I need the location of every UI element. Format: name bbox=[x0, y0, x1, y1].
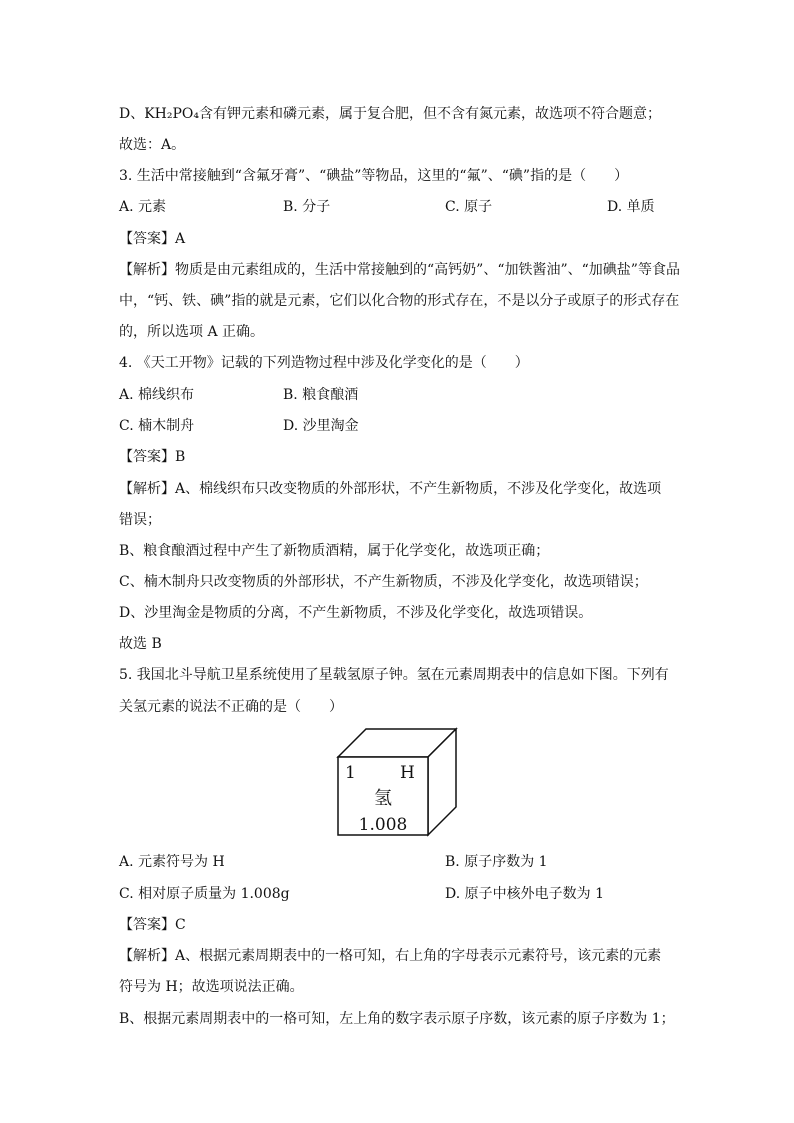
q4-analysis-line: 【解析】A、棉线织布只改变物质的外部形状，不产生新物质，不涉及化学变化，故选项 bbox=[119, 481, 662, 497]
q5-option-a: A. 元素符号为 H bbox=[119, 854, 225, 870]
q4-answer: 【答案】B bbox=[119, 449, 186, 465]
q4-analysis-line: D、沙里淘金是物质的分离，不产生新物质，不涉及化学变化，故选项错误。 bbox=[119, 605, 593, 621]
element-cube-figure bbox=[336, 727, 460, 837]
q3-option-d: D. 单质 bbox=[607, 199, 655, 215]
q2-choice-conclusion: 故选：A。 bbox=[119, 137, 186, 153]
q3-option-c: C. 原子 bbox=[445, 199, 493, 215]
q5-analysis-line: 【解析】A、根据元素周期表中的一格可知，右上角的字母表示元素符号，该元素的元素 bbox=[119, 948, 662, 964]
q5-analysis-line: 符号为 H；故选项说法正确。 bbox=[119, 979, 304, 995]
q4-option-c: C. 楠木制舟 bbox=[119, 418, 195, 434]
q2-option-d-analysis: D、KH₂PO₄含有钾元素和磷元素，属于复合肥，但不含有氮元素，故选项不符合题意； bbox=[119, 106, 662, 122]
q4-analysis-line: 故选 B bbox=[119, 636, 162, 652]
element-name: 氢 bbox=[374, 788, 392, 809]
element-atomic-mass: 1.008 bbox=[358, 815, 408, 835]
q3-analysis-line: 的，所以选项 A 正确。 bbox=[119, 324, 265, 340]
q5-option-c: C. 相对原子质量为 1.008g bbox=[119, 886, 290, 902]
q4-option-d: D. 沙里淘金 bbox=[283, 418, 359, 434]
q5-stem-line: 5. 我国北斗导航卫星系统使用了星载氢原子钟。氢在元素周期表中的信息如下图。下列有 bbox=[119, 667, 669, 683]
q4-analysis-line: B、粮食酿酒过程中产生了新物质酒精，属于化学变化，故选项正确； bbox=[119, 543, 550, 559]
q3-option-b: B. 分子 bbox=[283, 199, 331, 215]
element-symbol: H bbox=[400, 763, 415, 783]
q3-answer: 【答案】A bbox=[119, 231, 186, 247]
q5-analysis-line: B、根据元素周期表中的一格可知，左上角的数字表示原子序数，该元素的原子序数为 1； bbox=[119, 1011, 675, 1027]
element-atomic-number: 1 bbox=[345, 763, 356, 783]
q4-analysis-line: 错误； bbox=[119, 512, 161, 528]
q4-option-a: A. 棉线织布 bbox=[119, 387, 195, 403]
q4-stem: 4. 《天工开物》记载的下列造物过程中涉及化学变化的是（ ） bbox=[119, 355, 529, 371]
q3-analysis-line: 中，“钙、铁、碘”指的就是元素，它们以化合物的形式存在，不是以分子或原子的形式存在 bbox=[119, 293, 680, 309]
q5-option-d: D. 原子中核外电子数为 1 bbox=[445, 886, 604, 902]
q4-analysis-line: C、楠木制舟只改变物质的外部形状，不产生新物质，不涉及化学变化，故选项错误； bbox=[119, 574, 648, 590]
hydrogen-element-card bbox=[336, 727, 460, 841]
q3-stem: 3. 生活中常接触到“含氟牙膏”、“碘盐”等物品，这里的“氟”、“碘”指的是（ ） bbox=[119, 168, 629, 184]
q5-answer: 【答案】C bbox=[119, 917, 186, 933]
q5-stem-line: 关氢元素的说法不正确的是（ ） bbox=[119, 699, 343, 715]
q3-option-a: A. 元素 bbox=[119, 199, 167, 215]
q5-option-b: B. 原子序数为 1 bbox=[445, 854, 548, 870]
q4-option-b: B. 粮食酿酒 bbox=[283, 387, 359, 403]
q3-analysis-line: 【解析】物质是由元素组成的，生活中常接触到的“高钙奶”、“加铁酱油”、“加碘盐”等食品 bbox=[119, 262, 680, 278]
